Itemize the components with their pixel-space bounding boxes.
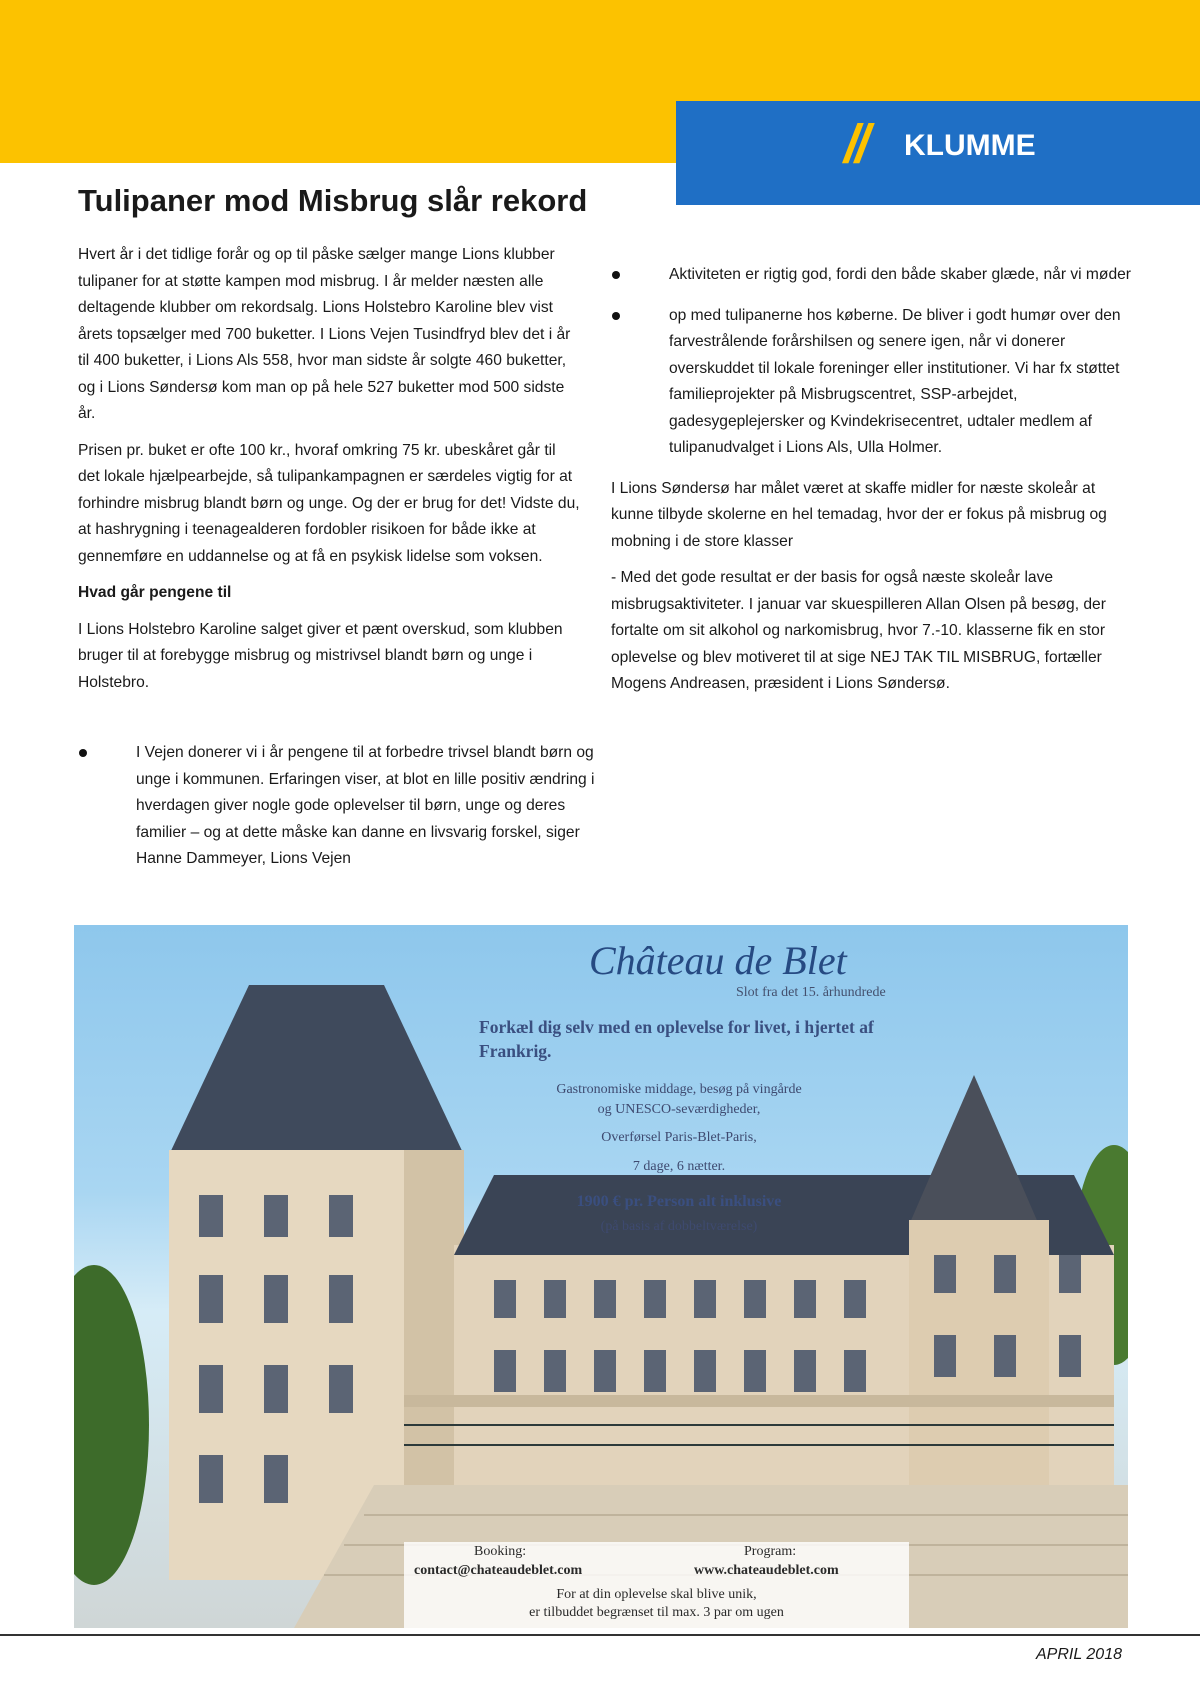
subheading: Hvad går pengene til — [78, 584, 232, 601]
program-website[interactable]: www.chateaudeblet.com — [694, 1563, 839, 1578]
issue-date: APRIL 2018 — [1036, 1646, 1122, 1663]
ad-price: 1900 € pr. Person alt inklusive — [576, 1193, 782, 1210]
bullet-text: I Vejen donerer vi i år pengene til at forbedre trivsel blandt børn og unge i kommunen. Erfaringen viser, at blot en lille positiv ændring i hverdagen giver nogle gode oplevelser til børn, unge og deres familier – og at dette måske kan danne en livsvarig forskel, siger Hanne Dammeyer, Lions Vejen — [136, 744, 595, 867]
ad-line-3: Overførsel Paris-Blet-Paris, — [601, 1130, 757, 1145]
ad-contact-panel — [404, 1542, 909, 1628]
vejen-bullet-block — [78, 740, 598, 887]
article-title: Tulipaner mod Misbrug slår rekord — [78, 183, 588, 218]
bullet-dot-icon — [612, 271, 620, 279]
ad-title: Château de Blet — [589, 938, 847, 983]
paragraph-sondersoe-quote: - Med det gode resultat er der basis for også næste skoleår lave misbrugsaktiviteter. I januar var skuespilleren Allan Olsen på besøg, der fortalte om sit alkohol og narkomisbrug, hvor 7.-10. klasserne fik en stor oplevelse og blev motiveret til at sige NEJ TAK TIL MISBRUG, fortæller Mogens Andreasen, præsident i Lions Søndersø. — [611, 569, 1106, 692]
ad-subtitle: Slot fra det 15. århundrede — [736, 985, 886, 1000]
booking-email[interactable]: contact@chateaudeblet.com — [414, 1563, 583, 1578]
paragraph-intro: Hvert år i det tidlige forår og op til påske sælger mange Lions klubber tulipaner for at støtte kampen mod misbrug. I år melder næsten alle deltagende klubber om rekordsalg. Lions Holstebro Karoline blev vist årets topsælger med 700 buketter. I Lions Vejen Tusindfryd blev det i år til 400 buketter, i Lions Als 558, hvor man sidste år solgte 460 buketter, og i Lions Søndersø kom man op på hele 527 buketter mod 500 sidste år. — [78, 246, 571, 422]
bullet-item-als-1 — [611, 262, 1141, 289]
ad-footer-line-2: er tilbuddet begrænset til max. 3 par om ugen — [529, 1605, 784, 1620]
paragraph-price: Prisen pr. buket er ofte 100 kr., hvoraf omkring 75 kr. ubeskåret går til det lokale hjælpearbejde, så tulipankampagnen er særdeles vigtig for at forhindre misbrug blandt børn og unge. Og der er brug for det! Vidste du, at hashrygning i teenagealderen fordobler risikoen for både ikke at gennemføre en uddannelse og at få en psykisk lidelse som voksen. — [78, 441, 580, 565]
chateau-advertisement — [74, 925, 1128, 1628]
ad-line-4: 7 dage, 6 nætter. — [632, 1159, 726, 1174]
ad-footer-line-1: For at din oplevelse skal blive unik, — [556, 1587, 757, 1602]
right-column — [611, 262, 1141, 708]
program-label: Program: — [744, 1544, 797, 1559]
bullet-item-als-2 — [611, 303, 1141, 462]
bullet-text: Aktiviteten er rigtig god, fordi den både skaber glæde, når vi møder — [669, 266, 1131, 283]
section-banner — [676, 101, 1200, 205]
booking-label: Booking: — [474, 1544, 527, 1559]
paragraph-sondersoe: I Lions Søndersø har målet været at skaffe midler for næste skoleår at kunne tilbyde skolerne en hel temadag, hvor der er fokus på misbrug og mobning i de store klasser — [611, 479, 1107, 550]
bullet-dot-icon — [79, 749, 87, 757]
ad-headline: Forkæl dig selv med en oplevelse for livet, i hjertet af Frankrig. — [479, 1017, 874, 1061]
footer-rule — [0, 1634, 1200, 1636]
ad-price-note: (på basis af dobbeltværelse) — [600, 1219, 758, 1234]
paragraph-holstebro: I Lions Holstebro Karoline salget giver et pænt overskud, som klubben bruger til at forebygge misbrug og mistrivsel blandt børn og unge i Holstebro. — [78, 620, 563, 691]
bullet-text: op med tulipanerne hos køberne. De bliver i godt humør over den farvestrålende forårshilsen og senere igen, når vi donerer overskuddet til lokale foreninger eller institutioner. Vi har fx støttet familieprojekter på Misbrugscentret, SSP-arbejdet, gadesygeplejersker og Kvindekrisecentret, udtaler medlem af tulipanudvalget i Lions Als, Ulla Holmer. — [669, 306, 1121, 456]
section-label: KLUMME — [904, 129, 1036, 162]
bullet-item-vejen — [78, 740, 598, 873]
ad-line-2: og UNESCO-seværdigheder, — [597, 1102, 761, 1117]
ad-line-1: Gastronomiske middage, besøg på vingårde — [556, 1082, 802, 1097]
left-column — [78, 242, 580, 706]
slash-mark: // — [844, 114, 867, 174]
bullet-dot-icon — [612, 312, 620, 320]
